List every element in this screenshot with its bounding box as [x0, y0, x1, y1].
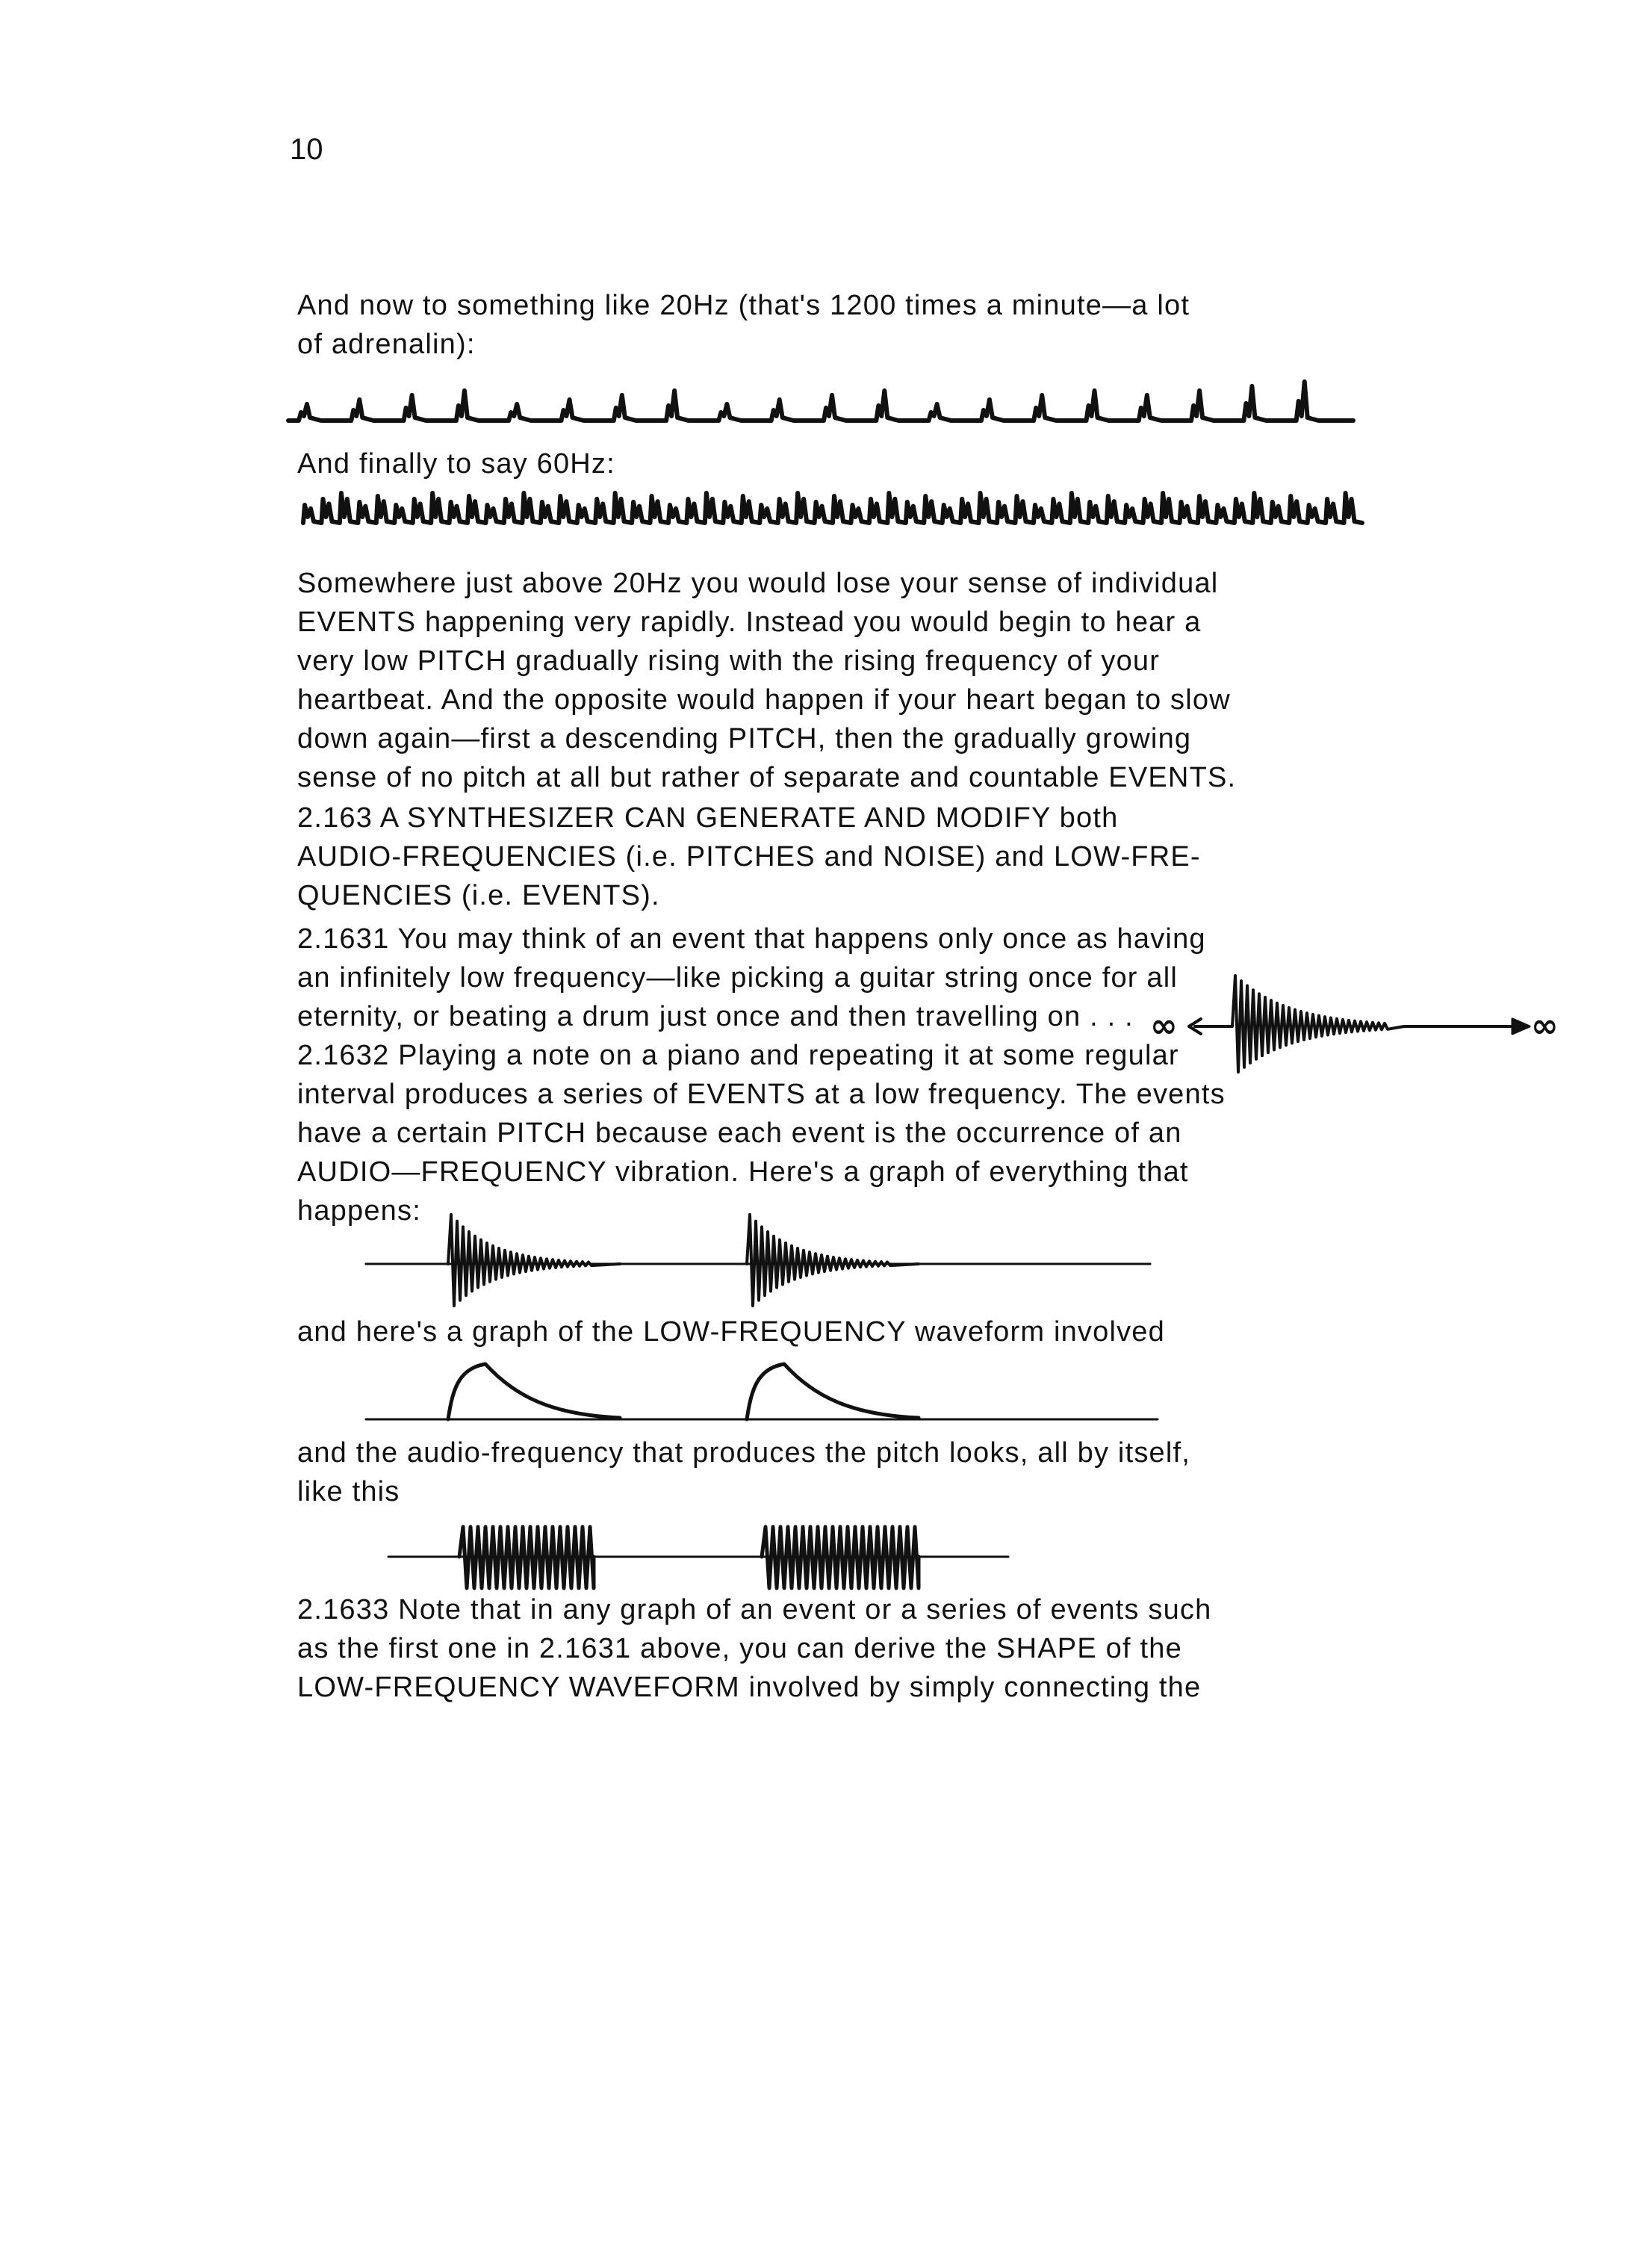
events-graph — [366, 1215, 1150, 1306]
text-line: an infinitely low frequency—like picking a guitar string once for all — [297, 962, 1179, 994]
pulse-train-line — [288, 382, 1353, 421]
text-line: and the audio-frequency that produces the pitch looks, all by itself, — [297, 1437, 1191, 1469]
text-line: AUDIO-FREQUENCIES (i.e. PITCHES and NOISE) and LOW-FRE- — [297, 841, 1201, 872]
page-number: 10 — [290, 133, 323, 166]
burst-wave — [448, 1215, 620, 1306]
text-line: Somewhere just above 20Hz you would lose your sense of individual — [297, 568, 1219, 599]
text-line: EVENTS happening very rapidly. Instead you would begin to hear a — [297, 607, 1202, 638]
infinity-symbol: ∞ — [1150, 1007, 1178, 1045]
text-line: happens: — [297, 1195, 421, 1227]
text-line: heartbeat. And the opposite would happen if your heart began to slow — [297, 684, 1231, 716]
text-line: like this — [297, 1476, 400, 1507]
text-line: And finally to say 60Hz: — [297, 448, 615, 480]
text-line: 2.1633 Note that in any graph of an event or a series of events such — [297, 1594, 1212, 1625]
pulse-train-20hz — [288, 382, 1353, 421]
text-line: and here's a graph of the LOW-FREQUENCY waveform involved — [297, 1316, 1165, 1348]
envelope-curve — [448, 1364, 620, 1419]
text-line: And now to something like 20Hz (that's 1200 times a minute—a lot — [297, 290, 1190, 321]
audio-burst — [459, 1527, 594, 1588]
text-line: AUDIO—FREQUENCY vibration. Here's a graph of everything that — [297, 1156, 1189, 1188]
envelope-curve — [747, 1364, 919, 1419]
infinity-symbol: ∞ — [1531, 1007, 1559, 1045]
text-line: 2.163 A SYNTHESIZER CAN GENERATE AND MODIFY both — [297, 802, 1119, 834]
audio-burst — [762, 1527, 919, 1588]
text-line: as the first one in 2.1631 above, you can derive the SHAPE of the — [297, 1633, 1182, 1664]
single-event-figure — [1150, 976, 1559, 1072]
arrow-head — [1512, 1019, 1530, 1034]
text-line: very low PITCH gradually rising with the rising frequency of your — [297, 645, 1161, 677]
text-line: QUENCIES (i.e. EVENTS). — [297, 880, 660, 911]
text-line: LOW-FREQUENCY WAVEFORM involved by simply connecting the — [297, 1672, 1202, 1703]
text-line: eternity, or beating a drum just once and then travelling on . . . — [297, 1001, 1134, 1032]
text-line: 2.1631 You may think of an event that happens only once as having — [297, 923, 1206, 955]
text-line: of adrenalin): — [297, 329, 476, 360]
text-line: down again—first a descending PITCH, then the gradually growing — [297, 723, 1192, 754]
audio-frequency-graph — [388, 1527, 1008, 1588]
text-line: 2.1632 Playing a note on a piano and repeating it at some regular — [297, 1040, 1179, 1071]
low-frequency-waveform-graph — [366, 1364, 1158, 1419]
text-line: have a certain PITCH because each event is the occurrence of an — [297, 1118, 1182, 1149]
pulse-train-60hz — [303, 493, 1362, 523]
text-line: sense of no pitch at all but rather of separate and countable EVENTS. — [297, 762, 1237, 793]
decaying-wave — [1232, 976, 1512, 1072]
burst-wave — [747, 1215, 919, 1306]
pulse-train-line — [303, 493, 1362, 523]
text-line: interval produces a series of EVENTS at a low frequency. The events — [297, 1079, 1226, 1110]
